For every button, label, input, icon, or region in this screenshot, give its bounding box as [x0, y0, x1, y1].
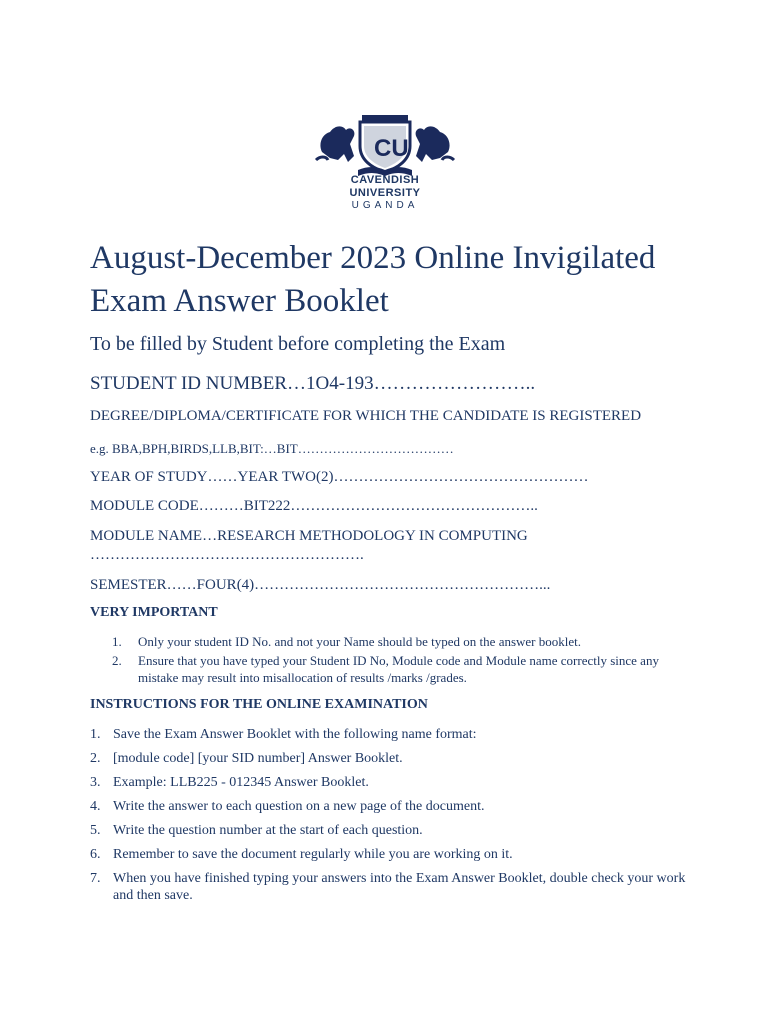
list-item: 4. Write the answer to each question on a new page of the document. [90, 799, 485, 814]
list-item: 2. Ensure that you have typed your Student ID No, Module code and Module name correctly since any mistake may result into misallocation of results /marks /grades. [112, 653, 659, 685]
list-item: 3. Example: LLB225 - 012345 Answer Booklet. [90, 775, 369, 790]
title-line-2: Exam Answer Booklet [90, 283, 389, 319]
title-line-1: August-December 2023 Online Invigilated [90, 240, 656, 276]
list-item: 2. [module code] [your SID number] Answer Booklet. [90, 751, 403, 766]
university-logo [314, 112, 456, 214]
degree-heading: DEGREE/DIPLOMA/CERTIFICATE FOR WHICH THE CANDIDATE IS REGISTERED [90, 408, 642, 424]
list-item: 7. When you have finished typing your answers into the Exam Answer Booklet, double check your work and then save. [90, 871, 686, 903]
list-item: 1. Only your student ID No. and not your Name should be typed on the answer booklet. [112, 634, 582, 649]
logo-name-line3: UGANDA [351, 200, 419, 211]
module-code-field: MODULE CODE………BIT222………………………………………….. [90, 498, 538, 514]
crest-icon [314, 112, 456, 178]
student-id-field: STUDENT ID NUMBER…1O4-193…………………….. [90, 373, 536, 394]
instructions-list [90, 726, 703, 911]
svg-text:CU: CU [374, 135, 409, 162]
list-item: 6. Remember to save the document regularly while you are working on it. [90, 847, 513, 862]
page-title [90, 237, 655, 323]
logo-name-line2: UNIVERSITY [349, 187, 421, 199]
module-name-dots: ………………………………………………. [90, 547, 364, 563]
module-name-field: MODULE NAME…RESEARCH METHODOLOGY IN COMPUTING [90, 528, 528, 544]
instructions-heading: INSTRUCTIONS FOR THE ONLINE EXAMINATION [90, 697, 428, 712]
logo-name-line1: CAVENDISH [350, 174, 420, 186]
very-important-list [90, 633, 694, 686]
list-item: 1. Save the Exam Answer Booklet with the following name format: [90, 727, 477, 742]
degree-field: e.g. BBA,BPH,BIRDS,LLB,BIT:…BIT……………………………… [90, 441, 454, 456]
year-of-study-field: YEAR OF STUDY……YEAR TWO(2)…………………………………………… [90, 469, 589, 485]
subtitle: To be filled by Student before completing the Exam [90, 333, 506, 355]
very-important-heading: VERY IMPORTANT [90, 605, 218, 620]
semester-field: SEMESTER……FOUR(4)…………………………………………………... [90, 577, 551, 593]
list-item: 5. Write the question number at the start of each question. [90, 823, 423, 838]
